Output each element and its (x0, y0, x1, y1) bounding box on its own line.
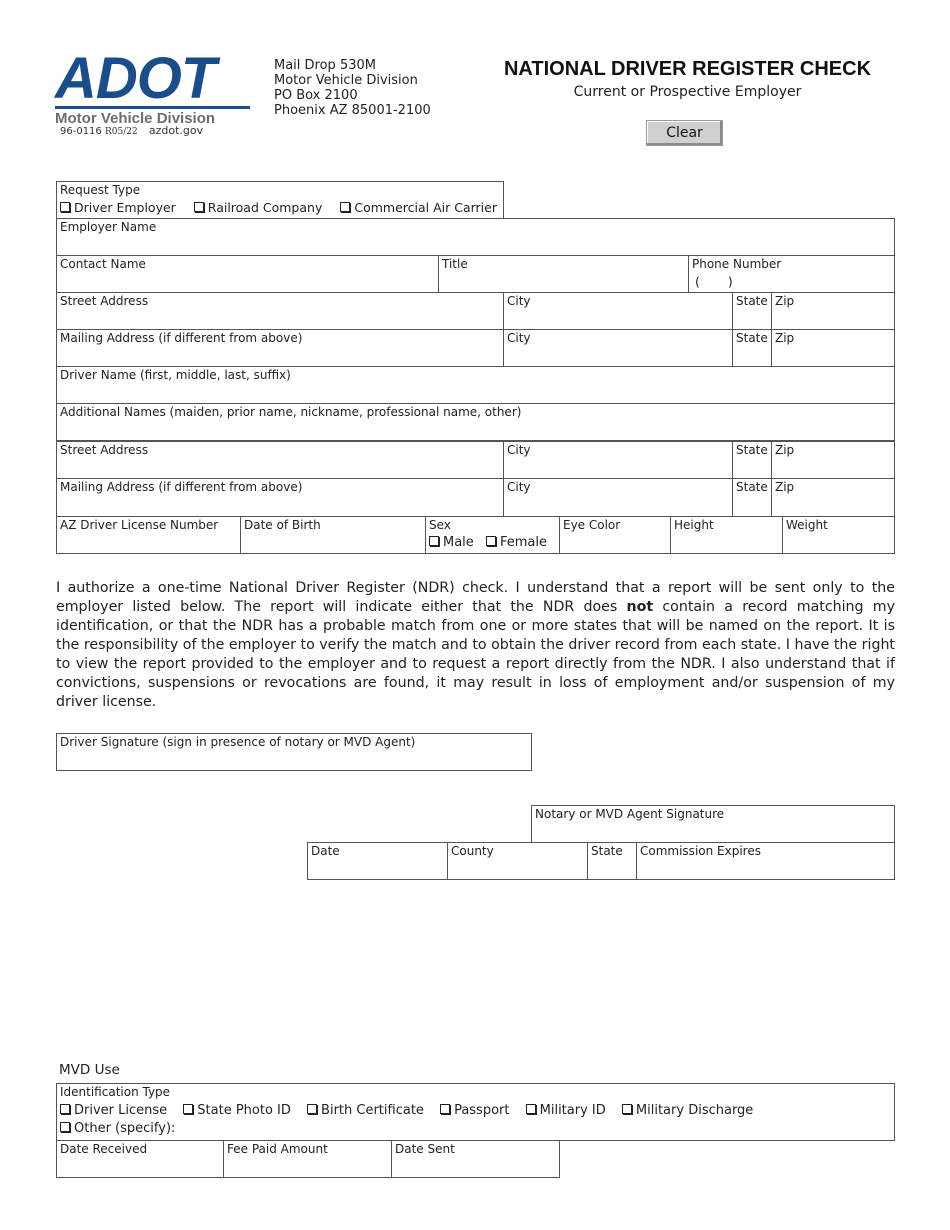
city-label: City (507, 294, 531, 308)
driver-mailing-city-field[interactable] (503, 478, 733, 517)
address-line: Mail Drop 530M (274, 58, 376, 73)
license-number-field[interactable] (56, 516, 241, 554)
state-label: State (736, 294, 768, 308)
date-received-label: Date Received (60, 1142, 148, 1156)
mailing-address-label: Mailing Address (if different from above) (60, 480, 303, 494)
eye-color-field[interactable] (559, 516, 671, 554)
logo-subtitle: Motor Vehicle Division (55, 110, 216, 127)
option-passport[interactable]: Passport (440, 1103, 509, 1118)
additional-names-label: Additional Names (maiden, prior name, nickname, professional name, other) (60, 405, 522, 419)
page-title: NATIONAL DRIVER REGISTER CHECK (503, 58, 872, 80)
street-address-label: Street Address (60, 443, 149, 457)
address-line: PO Box 2100 (274, 88, 358, 103)
form-number: 96-0116 (60, 126, 102, 137)
county-label: County (451, 844, 494, 858)
request-type-label: Request Type (60, 183, 141, 197)
height-label: Height (674, 518, 714, 532)
weight-label: Weight (786, 518, 828, 532)
form-revision: R05/22 (104, 127, 138, 137)
logo-text: ADOT (55, 46, 216, 111)
authorization-emphasis: not (626, 599, 654, 615)
page-subtitle: Current or Prospective Employer (573, 84, 802, 100)
height-field[interactable] (670, 516, 783, 554)
authorization-statement: I authorize a one-time National Driver Register (NDR) check. I understand that a report will be sent only to the employer listed below. The report will indicate either that the NDR does not contain a record matching my identification, or that the NDR has a probable match from one or more states that will be named on the report. It is the responsibility of the employer to verify the match and to obtain the driver record from each state. I have the right to view the report provided to the employer and to request a report directly from the NDR. I also understand that if convictions, suspensions or revocations are found, it may result in loss of employment and/or suspension of my driver license. (56, 580, 895, 710)
date-received-field[interactable] (56, 1140, 224, 1178)
request-type-field (56, 181, 504, 219)
request-type-options (60, 200, 511, 215)
checkbox-icon[interactable] (60, 1122, 70, 1132)
phone-area-code: ( ) (695, 274, 733, 289)
option-male[interactable]: Male (429, 535, 474, 550)
date-sent-label: Date Sent (395, 1142, 455, 1156)
option-commercial-air-carrier[interactable]: Commercial Air Carrier (340, 200, 497, 215)
mailing-address-label: Mailing Address (if different from above) (60, 331, 303, 345)
zip-label: Zip (775, 294, 795, 308)
option-state-photo-id[interactable]: State Photo ID (183, 1103, 291, 1118)
driver-name-field[interactable] (56, 366, 895, 404)
title-field[interactable] (438, 255, 689, 293)
notary-signature-field[interactable] (531, 805, 895, 843)
employer-name-label: Employer Name (60, 220, 157, 234)
clear-button[interactable]: Clear (646, 120, 723, 146)
checkbox-icon[interactable] (429, 536, 439, 546)
employer-mailing-zip-field[interactable] (771, 329, 895, 367)
zip-label: Zip (775, 480, 795, 494)
identification-type-label: Identification Type (60, 1085, 171, 1099)
option-birth-certificate[interactable]: Birth Certificate (307, 1103, 424, 1118)
fee-paid-label: Fee Paid Amount (227, 1142, 328, 1156)
option-other[interactable]: Other (specify): (60, 1121, 175, 1136)
website: azdot.gov (148, 124, 204, 137)
notary-date-field[interactable] (307, 842, 448, 880)
identification-type-field (56, 1083, 895, 1141)
driver-street-address-field[interactable] (56, 441, 504, 479)
employer-zip-field[interactable] (771, 292, 895, 330)
sex-label: Sex (429, 518, 451, 532)
driver-mailing-address-field[interactable] (56, 478, 504, 517)
contact-name-label: Contact Name (60, 257, 146, 271)
date-sent-field[interactable] (391, 1140, 560, 1178)
driver-name-label: Driver Name (first, middle, last, suffix) (60, 368, 291, 382)
state-label: State (591, 844, 623, 858)
employer-mailing-address-field[interactable] (56, 329, 504, 367)
state-label: State (736, 331, 768, 345)
checkbox-icon[interactable] (340, 202, 350, 212)
commission-expires-field[interactable] (636, 842, 895, 880)
driver-city-field[interactable] (503, 441, 733, 479)
checkbox-icon[interactable] (60, 202, 70, 212)
option-driver-employer[interactable]: Driver Employer (60, 200, 176, 215)
driver-mailing-zip-field[interactable] (771, 478, 895, 517)
phone-number-label: Phone Number (692, 257, 782, 271)
driver-signature-field[interactable] (56, 733, 532, 771)
checkbox-icon[interactable] (194, 202, 204, 212)
form-id (60, 124, 203, 137)
date-of-birth-field[interactable] (240, 516, 426, 554)
driver-state-field[interactable] (732, 441, 772, 479)
eye-color-label: Eye Color (563, 518, 621, 532)
option-driver-license[interactable]: Driver License (60, 1103, 167, 1118)
city-label: City (507, 443, 531, 457)
sex-field (425, 516, 560, 554)
notary-county-field[interactable] (447, 842, 588, 880)
zip-label: Zip (775, 443, 795, 457)
mvd-use-heading: MVD Use (59, 1062, 120, 1078)
address-line: Motor Vehicle Division (274, 73, 418, 88)
driver-zip-field[interactable] (771, 441, 895, 479)
city-label: City (507, 331, 531, 345)
sex-options (429, 535, 547, 550)
employer-street-address-field[interactable] (56, 292, 504, 330)
checkbox-icon[interactable] (486, 536, 496, 546)
option-female[interactable]: Female (486, 535, 547, 550)
option-railroad-company[interactable]: Railroad Company (194, 200, 323, 215)
weight-field[interactable] (782, 516, 895, 554)
additional-names-field[interactable] (56, 403, 895, 441)
identification-options (60, 1103, 753, 1118)
fee-paid-field[interactable] (223, 1140, 392, 1178)
commission-expires-label: Commission Expires (640, 844, 761, 858)
mailing-address-block (274, 58, 431, 118)
city-label: City (507, 480, 531, 494)
checkbox-icon[interactable] (622, 1104, 632, 1114)
option-military-id[interactable]: Military ID (526, 1103, 606, 1118)
option-military-discharge[interactable]: Military Discharge (622, 1103, 753, 1118)
driver-mailing-state-field[interactable] (732, 478, 772, 517)
employer-mailing-state-field[interactable] (732, 329, 772, 367)
employer-city-field[interactable] (503, 292, 733, 330)
driver-signature-label: Driver Signature (sign in presence of notary or MVD Agent) (60, 735, 416, 749)
date-of-birth-label: Date of Birth (244, 518, 321, 532)
checkbox-icon[interactable] (307, 1104, 317, 1114)
date-label: Date (311, 844, 340, 858)
employer-mailing-city-field[interactable] (503, 329, 733, 367)
checkbox-icon[interactable] (440, 1104, 450, 1114)
title-label: Title (442, 257, 468, 271)
state-label: State (736, 480, 768, 494)
checkbox-icon[interactable] (183, 1104, 193, 1114)
notary-state-field[interactable] (587, 842, 637, 880)
address-line: Phoenix AZ 85001-2100 (274, 103, 431, 118)
adot-logo (55, 46, 250, 127)
employer-state-field[interactable] (732, 292, 772, 330)
contact-name-field[interactable] (56, 255, 439, 293)
checkbox-icon[interactable] (60, 1104, 70, 1114)
employer-name-field[interactable] (56, 218, 895, 256)
checkbox-icon[interactable] (526, 1104, 536, 1114)
notary-signature-label: Notary or MVD Agent Signature (535, 807, 725, 821)
license-number-label: AZ Driver License Number (60, 518, 219, 532)
state-label: State (736, 443, 768, 457)
street-address-label: Street Address (60, 294, 149, 308)
phone-number-field[interactable] (688, 255, 895, 293)
zip-label: Zip (775, 331, 795, 345)
